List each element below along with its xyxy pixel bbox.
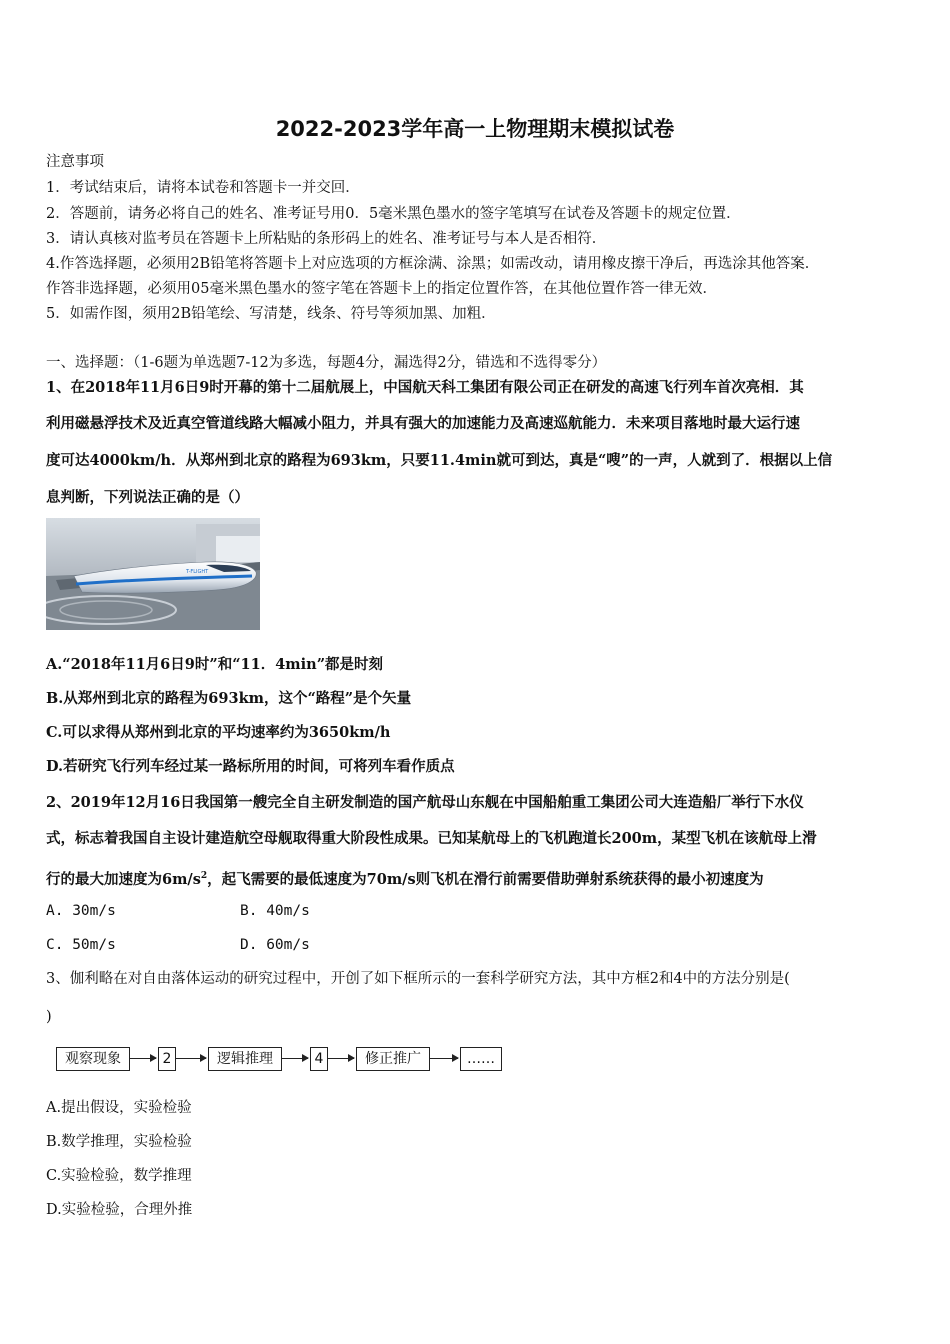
notice-item: 1．考试结束后，请将本试卷和答题卡一并交回． xyxy=(46,180,360,196)
q2-option-d-text: D. 60m/s xyxy=(240,937,310,953)
q1-text: 利用磁悬浮技术及近真空管道线路大幅减小阻力，并具有强大的加速能力及高速巡航能力．未来项目落地时最大运行速 xyxy=(46,415,800,432)
notice-item: 3．请认真核对监考员在答题卡上所粘贴的条形码上的姓名、准考证号与本人是否相符． xyxy=(46,231,607,247)
q2-text: 式，标志着我国自主设计建造航空母舰取得重大阶段性成果。已知某航母上的飞机跑道长200m，某型飞机在该航母上滑 xyxy=(46,830,817,847)
q2-text: 2、2019年12月16日我国第一艘完全自主研发制造的国产航母山东舰在中国船舶重工集团公司大连造船厂举行下水仪 xyxy=(46,794,804,811)
flow-arrow xyxy=(130,1058,156,1059)
page-title: 2022-2023学年高一上物理期末模拟试卷 xyxy=(275,117,675,141)
q3-text: 3、伽利略在对自由落体运动的研究过程中，开创了如下框所示的一套科学研究方法，其中方框2和4中的方法分别是( xyxy=(46,971,790,987)
q1-option-d: D.若研究飞行列车经过某一路标所用的时间，可将列车看作质点 xyxy=(46,758,455,775)
section-heading: 一、选择题：（1-6题为单选题7-12为多选，每题4分，漏选得2分，错选和不选得零分） xyxy=(46,355,607,371)
q2-text xyxy=(46,866,764,890)
flow-box-reasoning: 逻辑推理 xyxy=(208,1047,282,1071)
q1-option-c: C.可以求得从郑州到北京的平均速率约为3650km/h xyxy=(46,724,391,741)
q3-option-c: C.实验检验，数学推理 xyxy=(46,1168,192,1184)
q2-option-a-text: A. 30m/s xyxy=(46,903,116,919)
notice-heading: 注意事项 xyxy=(46,154,104,170)
q3-option-a: A.提出假设，实验检验 xyxy=(46,1100,192,1116)
q1-option-b: B.从郑州到北京的路程为693km，这个“路程”是个矢量 xyxy=(46,690,412,707)
q2-text-part: 行的最大加速度为6m/s xyxy=(46,870,201,888)
flow-box-2: 2 xyxy=(158,1047,176,1071)
notice-item: 作答非选择题，必须用05毫米黑色墨水的签字笔在答题卡上的指定位置作答，在其他位置作答一律无效． xyxy=(46,281,717,297)
q2-option-b xyxy=(240,901,310,921)
flow-box-generalize: 修正推广 xyxy=(356,1047,430,1071)
flow-arrow xyxy=(176,1058,206,1059)
train-logo: T-FLIGHT xyxy=(186,569,209,575)
notice-item: 4.作答选择题，必须用2B铅笔将答题卡上对应选项的方框涂满、涂黑；如需改动，请用橡皮擦干净后，再选涂其他答案． xyxy=(46,256,820,272)
flight-train-image xyxy=(46,518,260,630)
notice-item: 5．如需作图，须用2B铅笔绘、写清楚，线条、符号等须加黑、加粗． xyxy=(46,306,496,322)
flow-box-ellipsis: …… xyxy=(460,1047,502,1071)
q2-text-part: ，起飞需要的最低速度为70m/s则飞机在滑行前需要借助弹射系统获得的最小初速度为 xyxy=(207,870,764,888)
flow-box-4: 4 xyxy=(310,1047,328,1071)
q1-text: 息判断，下列说法正确的是（） xyxy=(46,489,249,506)
q2-option-d xyxy=(240,935,310,955)
q2-superscript: 2 xyxy=(200,871,208,881)
q2-option-c xyxy=(46,935,116,955)
q3-text: ) xyxy=(46,1009,52,1025)
q2-option-c-text: C. 50m/s xyxy=(46,937,116,953)
q1-text: 1、在2018年11月6日9时开幕的第十二届航展上，中国航天科工集团有限公司正在研发的高速飞行列车首次亮相．其 xyxy=(46,379,804,396)
q3-option-d: D.实验检验，合理外推 xyxy=(46,1202,193,1218)
flow-arrow xyxy=(282,1058,308,1059)
notice-item: 2．答题前，请务必将自己的姓名、准考证号用0．5毫米黑色墨水的签字笔填写在试卷及答题卡的规定位置． xyxy=(46,206,741,222)
method-flowchart xyxy=(56,1047,506,1073)
flow-box-observe: 观察现象 xyxy=(56,1047,130,1071)
q1-option-a: A.“2018年11月6日9时”和“11．4min”都是时刻 xyxy=(46,656,384,673)
flow-arrow xyxy=(328,1058,354,1059)
q2-option-a xyxy=(46,901,116,921)
flow-arrow xyxy=(430,1058,458,1059)
q3-option-b: B.数学推理，实验检验 xyxy=(46,1134,192,1150)
q2-option-b-text: B. 40m/s xyxy=(240,903,310,919)
q1-text: 度可达4000km/h．从郑州到北京的路程为693km，只要11.4min就可到达，真是“嗖”的一声，人就到了．根据以上信 xyxy=(46,452,833,469)
